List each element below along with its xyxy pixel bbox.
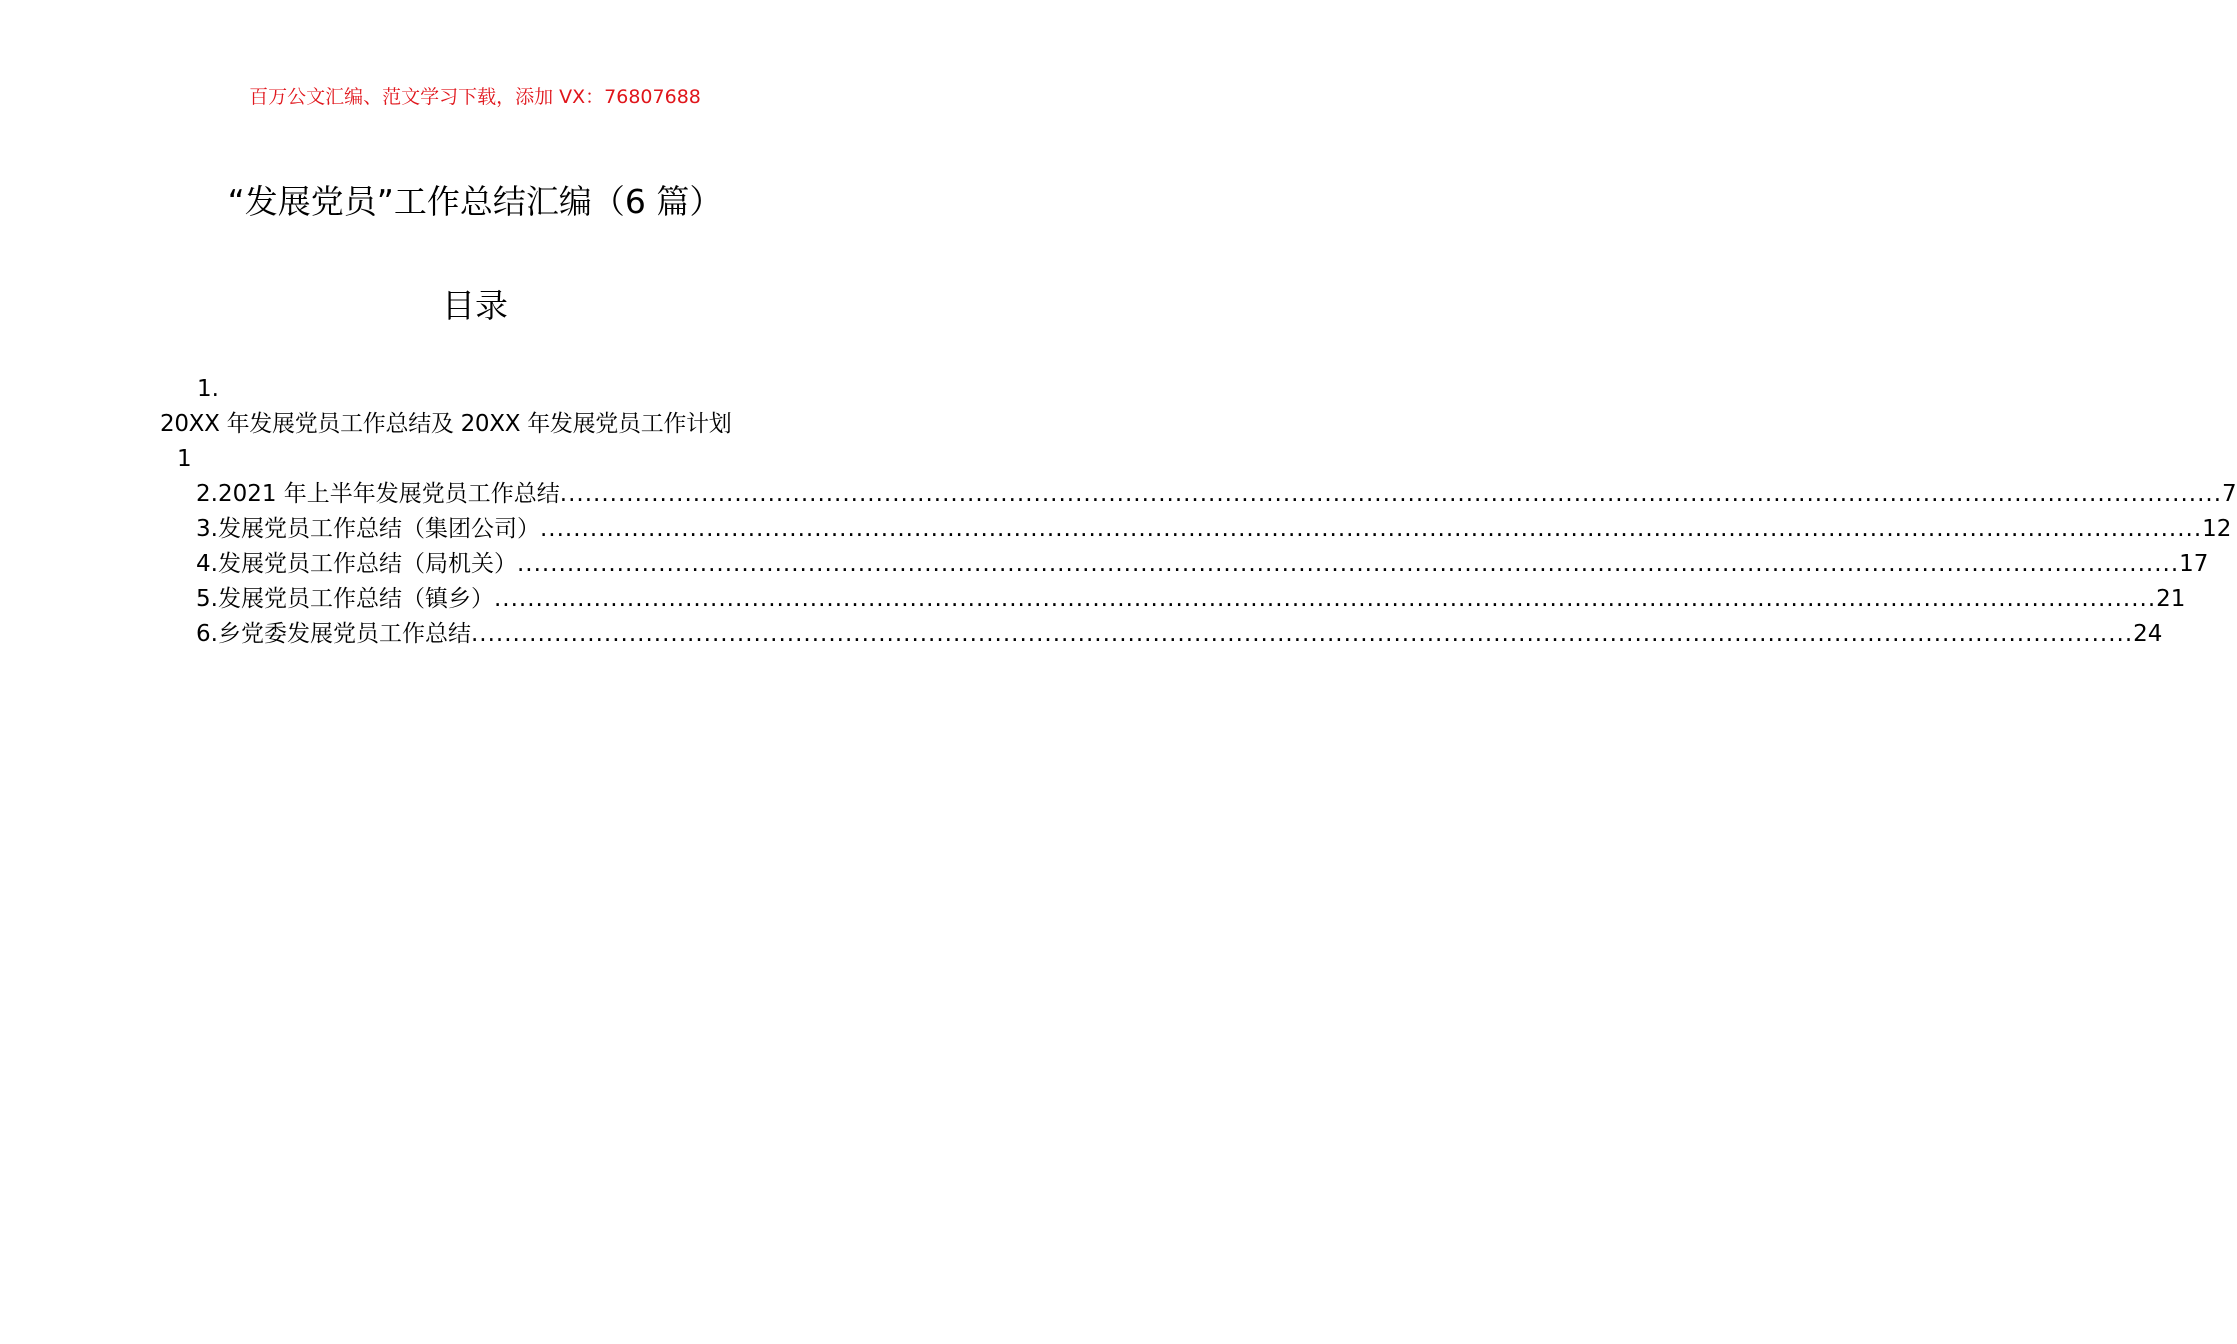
toc-entry-label: 3.发展党员工作总结（集团公司） <box>196 516 540 542</box>
toc-entry-6[interactable] <box>160 617 2163 652</box>
toc-entry-5[interactable] <box>160 582 2186 617</box>
toc-entry-1-title[interactable]: 20XX 年发展党员工作总结及 20XX 年发展党员工作计划 <box>160 411 732 437</box>
toc-dot-leader: ........................................................................................................................................................................................................ <box>559 481 2223 507</box>
table-of-contents <box>160 372 2237 652</box>
toc-entry-page: 7 <box>2222 481 2237 507</box>
toc-entry-label: 6.乡党委发展党员工作总结 <box>196 621 471 647</box>
toc-entry-label: 5.发展党员工作总结（镇乡） <box>196 586 494 612</box>
toc-entry-label: 4.发展党员工作总结（局机关） <box>196 551 517 577</box>
toc-entry-1-number[interactable]: 1. <box>197 376 219 402</box>
toc-entry-page: 12 <box>2202 516 2232 542</box>
toc-entry-page: 21 <box>2156 586 2186 612</box>
toc-entry-1-page[interactable]: 1 <box>177 446 192 472</box>
toc-heading: 目录 <box>442 286 508 325</box>
toc-entry-2[interactable] <box>160 477 2237 512</box>
toc-entry-3[interactable] <box>160 512 2232 547</box>
toc-entry-page: 17 <box>2179 551 2209 577</box>
toc-dot-leader: ........................................................................................................................................................................................................ <box>516 551 2180 577</box>
toc-dot-leader: ........................................................................................................................................................................................................ <box>470 621 2134 647</box>
toc-entry-page: 24 <box>2133 621 2163 647</box>
toc-dot-leader: ........................................................................................................................................................................................................ <box>493 586 2157 612</box>
toc-entry-label: 2.2021 年上半年发展党员工作总结 <box>196 481 560 507</box>
toc-dot-leader: ........................................................................................................................................................................................................ <box>539 516 2203 542</box>
header-note: 百万公文汇编、范文学习下载，添加 VX：76807688 <box>249 86 701 108</box>
toc-entry-4[interactable] <box>160 547 2209 582</box>
document-title: “发展党员”工作总结汇编（6 篇） <box>227 182 723 221</box>
